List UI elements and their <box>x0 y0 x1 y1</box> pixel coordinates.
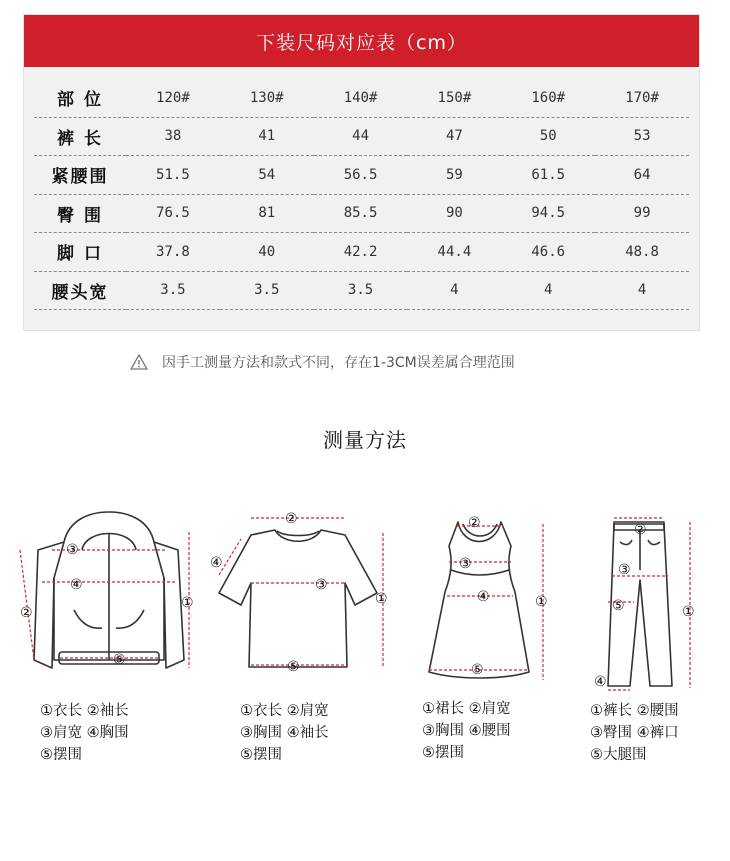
table-cell: 48.8 <box>595 233 689 272</box>
jacket-legend <box>40 700 129 766</box>
row-label: 脚 口 <box>34 233 126 272</box>
legend-line: ①裙长 ②肩宽 <box>422 701 511 717</box>
size-column-header: 120# <box>126 79 220 117</box>
table-cell: 53 <box>595 117 689 156</box>
table-cell: 64 <box>595 156 689 195</box>
table-cell: 40 <box>220 233 314 272</box>
size-column-header: 170# <box>595 79 689 117</box>
size-header-row <box>34 79 689 117</box>
table-cell: 4 <box>501 271 595 310</box>
marker-3: ③ <box>66 542 79 558</box>
table-cell: 61.5 <box>501 156 595 195</box>
legend-line: ③肩宽 ④胸围 <box>40 725 129 741</box>
note-text: 因手工测量方法和款式不同，存在1-3CM误差属合理范围 <box>162 355 515 371</box>
legend-line: ③胸围 ④袖长 <box>240 725 329 741</box>
table-cell: 44.4 <box>407 233 501 272</box>
measurement-note <box>130 352 650 372</box>
legend-line: ③臀围 ④裤口 <box>590 725 679 741</box>
table-row <box>34 271 689 310</box>
table-row <box>34 233 689 272</box>
legend-line: ⑤大腿围 <box>590 747 647 763</box>
marker-5: ⑤ <box>612 598 625 614</box>
table-row <box>34 194 689 233</box>
warning-triangle-icon <box>130 354 148 370</box>
marker-1: ① <box>375 591 388 607</box>
table-cell: 44 <box>314 117 408 156</box>
table-cell: 47 <box>407 117 501 156</box>
marker-4: ④ <box>477 589 490 605</box>
jacket-icon <box>14 510 204 695</box>
legend-line: ⑤摆围 <box>40 747 82 763</box>
marker-2: ② <box>285 511 298 527</box>
table-cell: 59 <box>407 156 501 195</box>
marker-5: ⑤ <box>113 652 126 668</box>
table-cell: 41 <box>220 117 314 156</box>
size-chart-title: 下装尺码对应表（cm） <box>24 15 699 67</box>
header-label: 部 位 <box>34 79 126 117</box>
table-cell: 76.5 <box>126 194 220 233</box>
legend-line: ⑤摆围 <box>422 745 464 761</box>
table-cell: 85.5 <box>314 194 408 233</box>
table-cell: 37.8 <box>126 233 220 272</box>
tshirt-legend <box>240 700 329 766</box>
row-label: 紧腰围 <box>34 156 126 195</box>
legend-line: ①衣长 ②肩宽 <box>240 703 329 719</box>
marker-5: ⑤ <box>287 659 300 675</box>
marker-4: ④ <box>210 555 223 571</box>
table-cell: 54 <box>220 156 314 195</box>
row-label: 腰头宽 <box>34 271 126 310</box>
table-cell: 51.5 <box>126 156 220 195</box>
legend-line: ③胸围 ④腰围 <box>422 723 511 739</box>
table-row <box>34 117 689 156</box>
row-label: 臀 围 <box>34 194 126 233</box>
marker-3: ③ <box>315 577 328 593</box>
table-cell: 90 <box>407 194 501 233</box>
marker-1: ① <box>181 595 194 611</box>
marker-1: ① <box>682 604 695 620</box>
legend-line: ①裤长 ②腰围 <box>590 703 679 719</box>
table-cell: 4 <box>407 271 501 310</box>
legend-line: ⑤摆围 <box>240 747 282 763</box>
size-chart-panel <box>23 14 700 331</box>
size-column-header: 130# <box>220 79 314 117</box>
marker-2: ② <box>20 605 33 621</box>
pants-legend <box>590 700 679 766</box>
table-row <box>34 156 689 195</box>
table-cell: 94.5 <box>501 194 595 233</box>
marker-5: ⑤ <box>471 662 484 678</box>
tshirt-icon <box>205 505 395 680</box>
size-column-header: 160# <box>501 79 595 117</box>
table-cell: 50 <box>501 117 595 156</box>
dress-legend <box>422 698 511 764</box>
size-column-header: 150# <box>407 79 501 117</box>
table-cell: 4 <box>595 271 689 310</box>
table-cell: 46.6 <box>501 233 595 272</box>
size-table <box>34 79 689 310</box>
marker-4: ④ <box>70 577 83 593</box>
pants-icon <box>588 510 713 695</box>
marker-3: ③ <box>459 556 472 572</box>
table-cell: 3.5 <box>220 271 314 310</box>
table-cell: 3.5 <box>126 271 220 310</box>
table-cell: 38 <box>126 117 220 156</box>
marker-3: ③ <box>618 562 631 578</box>
marker-2: ② <box>468 515 481 531</box>
marker-2: ② <box>634 522 647 538</box>
dress-icon <box>415 510 565 690</box>
table-cell: 42.2 <box>314 233 408 272</box>
table-cell: 81 <box>220 194 314 233</box>
table-cell: 3.5 <box>314 271 408 310</box>
method-title: 测量方法 <box>323 428 407 452</box>
row-label: 裤 长 <box>34 117 126 156</box>
marker-4: ④ <box>594 674 607 690</box>
size-column-header: 140# <box>314 79 408 117</box>
legend-line: ①衣长 ②袖长 <box>40 703 129 719</box>
table-cell: 99 <box>595 194 689 233</box>
table-cell: 56.5 <box>314 156 408 195</box>
marker-1: ① <box>535 594 548 610</box>
